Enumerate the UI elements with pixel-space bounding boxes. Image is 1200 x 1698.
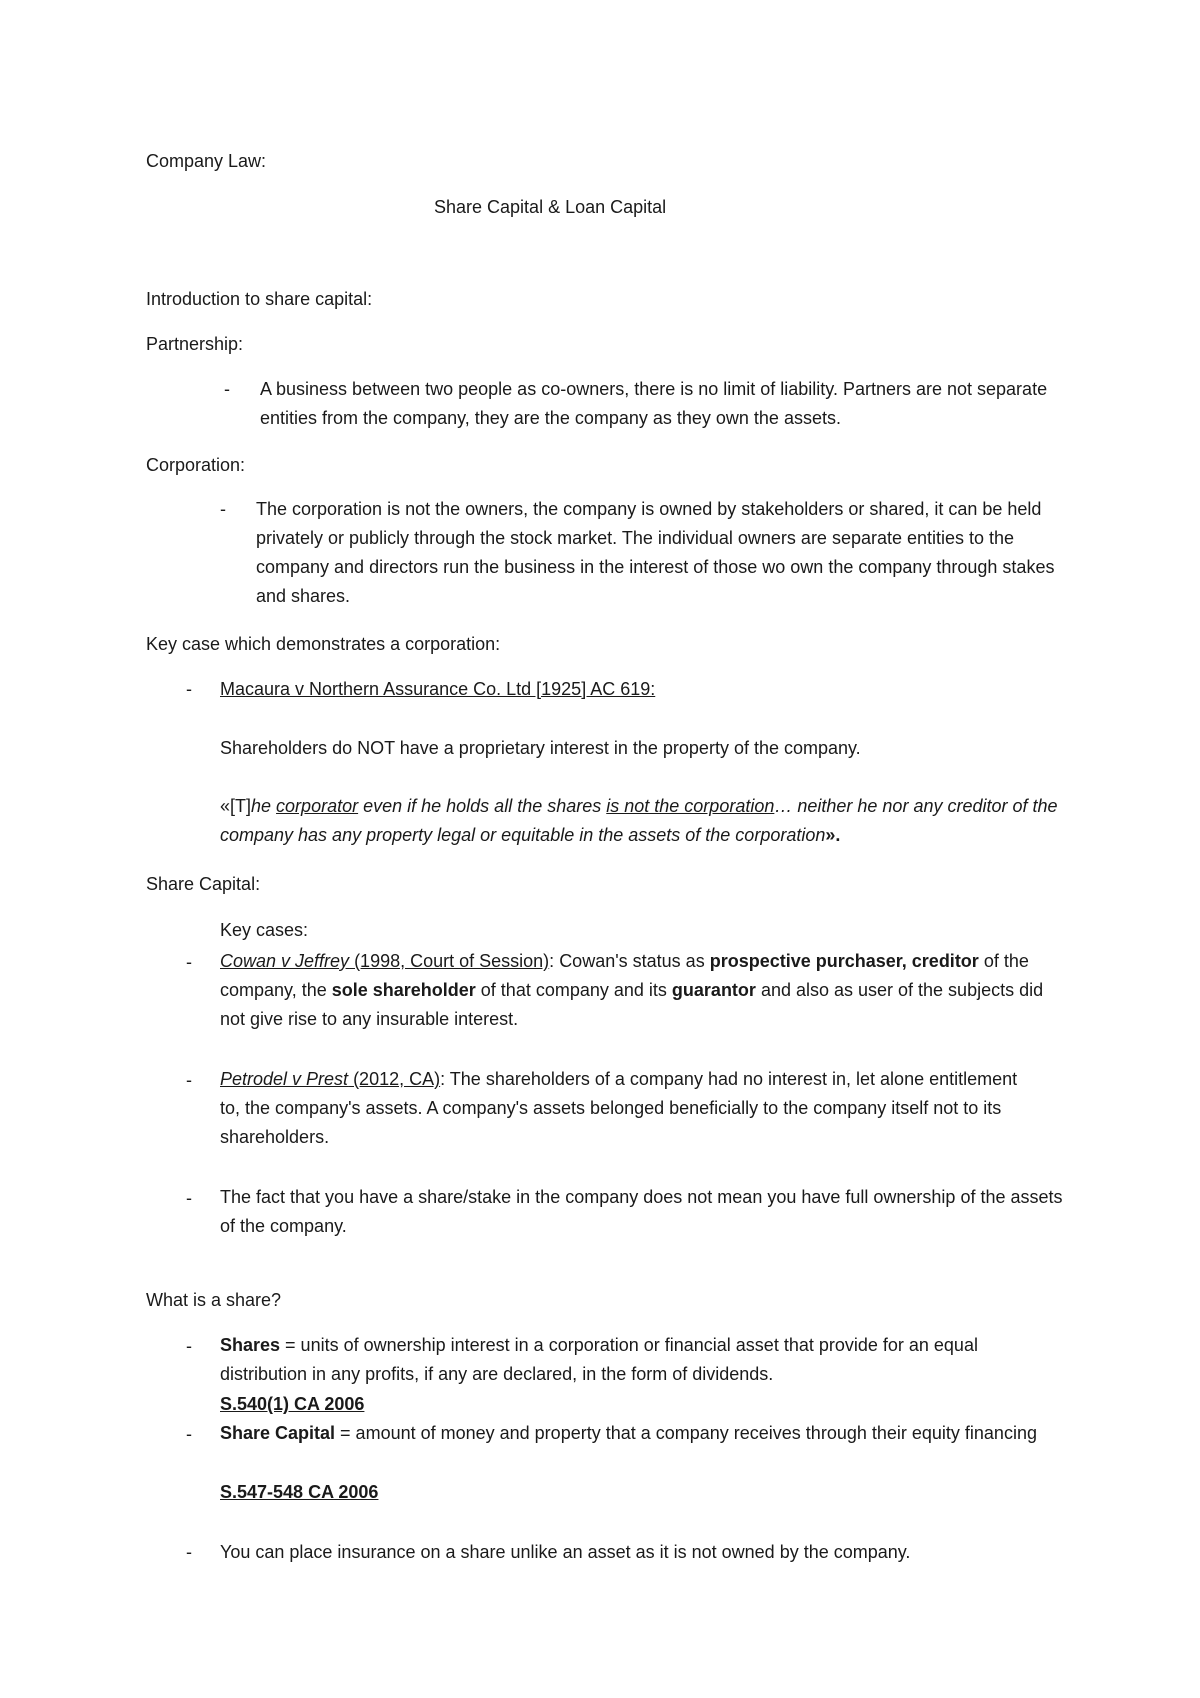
key-cases-label: Key cases:: [220, 920, 309, 940]
shares-def: = units of ownership interest in a corporation or financial asset that provide for an equal distribution in any profits, if any are declared, in the form of dividends.: [220, 1335, 978, 1384]
fact-bullet: The fact that you have a share/stake in the company does not mean you have full ownership of the assets of the company.: [220, 1187, 1063, 1236]
cowan-colon: :: [549, 951, 560, 971]
bullet-dash: -: [186, 1188, 192, 1208]
partnership-bullet: A business between two people as co-owners, there is no limit of liability. Partners are not separate entities from the company, they are the company as they own the assets.: [260, 379, 1048, 428]
cowan-text: and also as user of the subjects did not give rise to any insurable interest.: [220, 980, 1044, 1029]
intro-heading: Introduction to share capital:: [146, 289, 373, 309]
quote-text: … neither he nor any creditor of the company has any property legal or equitable in the assets of the corporation: [220, 796, 1058, 845]
bullet-dash: -: [186, 1542, 192, 1562]
what-is-share-heading: What is a share?: [146, 1290, 282, 1310]
shares-ref: S.540(1) CA 2006: [220, 1394, 365, 1414]
insurance-bullet: You can place insurance on a share unlike an asset as it is not owned by the company.: [220, 1542, 911, 1562]
partnership-heading: Partnership:: [146, 334, 244, 354]
case-cowan: [220, 947, 1065, 1034]
case-petrodel: [220, 1065, 1040, 1152]
bullet-dash: -: [224, 379, 230, 399]
bullet-dash: -: [186, 1336, 192, 1356]
bullet-dash: -: [220, 499, 226, 519]
cowan-text: of that company and its: [475, 980, 672, 1000]
capital-term: Share Capital: [220, 1423, 336, 1443]
corporation-bullet: The corporation is not the owners, the company is owned by stakeholders or shared, it can be held privately or publicly through the stock market. The individual owners are separate entities to the company and directors run the business in the interest of those wo own the company through stakes and shares.: [256, 499, 1055, 606]
case-quote: [220, 792, 1065, 850]
cowan-name: Cowan v Jeffrey: [220, 951, 350, 971]
share-capital-heading: Share Capital:: [146, 874, 261, 894]
quote-open: «[T]: [220, 796, 252, 816]
cowan-text: sole shareholder: [331, 980, 476, 1000]
key-case-heading: Key case which demonstrates a corporation:: [146, 634, 501, 654]
course-title: Company Law:: [146, 151, 267, 171]
cowan-text: prospective purchaser, creditor: [709, 951, 979, 971]
capital-ref: S.547-548 CA 2006: [220, 1482, 379, 1502]
petrodel-colon: :: [440, 1069, 450, 1089]
bullet-dash: -: [186, 1424, 192, 1444]
document-title: Share Capital & Loan Capital: [434, 197, 667, 217]
bullet-dash: -: [186, 1070, 192, 1090]
shares-definition: [220, 1331, 1050, 1389]
petrodel-text: The shareholders of a company had no interest in, let alone entitlement to, the company's assets. A company's assets belonged beneficially to the company itself not to its shareholders.: [220, 1069, 1018, 1147]
quote-text: corporator: [276, 796, 359, 816]
case-holding: Shareholders do NOT have a proprietary interest in the property of the company.: [220, 738, 861, 758]
cowan-text: Cowan's status as: [559, 951, 710, 971]
petrodel-name: Petrodel v Prest: [220, 1069, 349, 1089]
corporation-heading: Corporation:: [146, 455, 246, 475]
shares-term: Shares: [220, 1335, 281, 1355]
quote-close: ».: [825, 825, 841, 845]
cowan-court: (1998, Court of Session): [349, 951, 550, 971]
case-macaura: Macaura v Northern Assurance Co. Ltd [1925] AC 619:: [220, 679, 656, 699]
petrodel-court: (2012, CA): [348, 1069, 441, 1089]
share-capital-definition: [220, 1419, 1080, 1448]
bullet-dash: -: [186, 952, 192, 972]
capital-def: = amount of money and property that a company receives through their equity financing: [335, 1423, 1037, 1443]
quote-text: is not the corporation: [606, 796, 775, 816]
cowan-text: guarantor: [671, 980, 756, 1000]
bullet-dash: -: [186, 679, 192, 699]
quote-text: he: [251, 796, 277, 816]
cowan-text: of the company, the: [220, 951, 1029, 1000]
quote-text: even if he holds all the shares: [358, 796, 607, 816]
